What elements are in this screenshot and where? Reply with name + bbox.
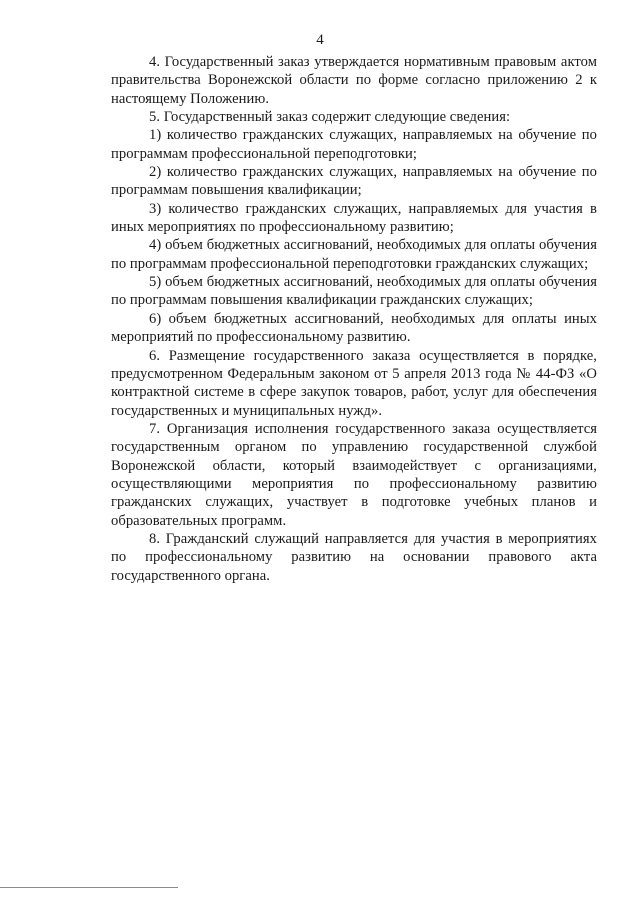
- paragraph-8: 8. Гражданский служащий направляется для участия в мероприятиях по профессиональному развитию на основании правового акта государственного органа.: [111, 530, 597, 584]
- paragraph-4: 4. Государственный заказ утверждается нормативным правовым актом правительства Воронежской области по форме согласно приложению 2 к настоящему Положению.: [111, 54, 597, 107]
- document-body: [111, 53, 597, 585]
- paragraph-7: 7. Организация исполнения государственного заказа осуществляется государственным органом по управлению государственной службой Воронежской области, который взаимодействует с организациями, осуществляющими мероприятия по профессиональному развитию гражданских служащих, участвует в подготовке учебных планов и образовательных программ.: [111, 420, 597, 529]
- list-item-5: 5) объем бюджетных ассигнований, необходимых для оплаты обучения по программам повышения квалификации гражданских служащих;: [111, 274, 597, 309]
- list-item-4: 4) объем бюджетных ассигнований, необходимых для оплаты обучения по программам профессиональной переподготовки гражданских служащих;: [111, 237, 597, 272]
- paragraph-6: 6. Размещение государственного заказа осуществляется в порядке, предусмотренном Федеральным законом от 5 апреля 2013 года № 44-ФЗ «О контрактной системе в сфере закупок товаров, работ, услуг для обеспечения государственных и муниципальных нужд».: [111, 347, 597, 419]
- list-item-1: 1) количество гражданских служащих, направляемых на обучение по программам профессиональной переподготовки;: [111, 127, 597, 162]
- page-number: 4: [316, 32, 324, 48]
- footer-rule: [0, 887, 178, 888]
- list-item-2: 2) количество гражданских служащих, направляемых на обучение по программам повышения квалификации;: [111, 164, 597, 199]
- list-item-3: 3) количество гражданских служащих, направляемых для участия в иных мероприятиях по профессиональному развитию;: [111, 200, 597, 236]
- list-item-6: 6) объем бюджетных ассигнований, необходимых для оплаты иных мероприятий по профессиональному развитию.: [111, 310, 597, 346]
- paragraph-5: 5. Государственный заказ содержит следующие сведения:: [149, 109, 511, 126]
